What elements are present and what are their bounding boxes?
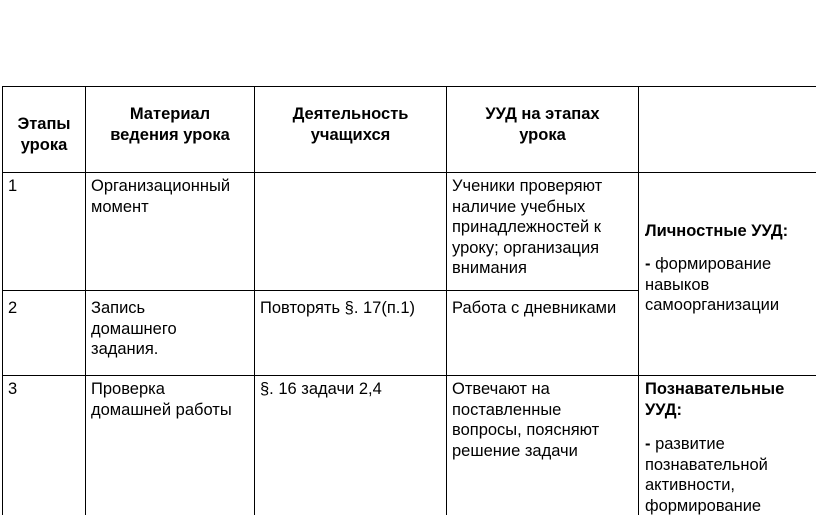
row3-activity: §. 16 задачи 2,4 [260, 380, 382, 398]
row2-number: 2 [8, 299, 18, 317]
personal-dash: - [645, 255, 656, 273]
col-divider-4 [638, 86, 639, 515]
row2-activity: Повторять §. 17(п.1) [260, 299, 416, 317]
row1-divider [2, 290, 638, 291]
personal-uud-text [645, 254, 815, 316]
header-uud: УУД на этапах урока [485, 105, 600, 144]
personal-uud-title: Личностные УУД: [645, 222, 789, 240]
cognitive-description: развитие познавательной активности, формирование [645, 435, 768, 515]
col-divider-3 [446, 86, 447, 515]
row2-divider [2, 375, 816, 376]
row2-uud: Работа с дневниками [452, 299, 617, 317]
row3-number: 3 [8, 380, 18, 398]
cognitive-uud-title: Познавательные УУД: [645, 380, 785, 419]
row2-material: Запись домашнего задания. [91, 299, 177, 358]
row1-number: 1 [8, 177, 18, 195]
header-activity: Деятельность учащихся [292, 105, 409, 144]
header-material: Материал ведения урока [110, 105, 230, 144]
col-divider-2 [254, 86, 255, 515]
cognitive-dash: - [645, 435, 656, 453]
cognitive-uud-text [645, 434, 815, 516]
header-stage: Этапы урока [17, 115, 71, 154]
header-row-divider [2, 172, 816, 173]
row1-uud: Ученики проверяют наличие учебных принадлежностей к уроку; организация внимания [452, 177, 603, 277]
table-border-top [2, 86, 816, 87]
row3-uud: Отвечают на поставленные вопросы, поясняют решение задачи [452, 380, 600, 460]
row1-material: Организационный момент [91, 177, 231, 216]
col-divider-1 [85, 86, 86, 515]
personal-description: формирование навыков самоорганизации [645, 255, 780, 314]
row3-material: Проверка домашней работы [91, 380, 232, 419]
